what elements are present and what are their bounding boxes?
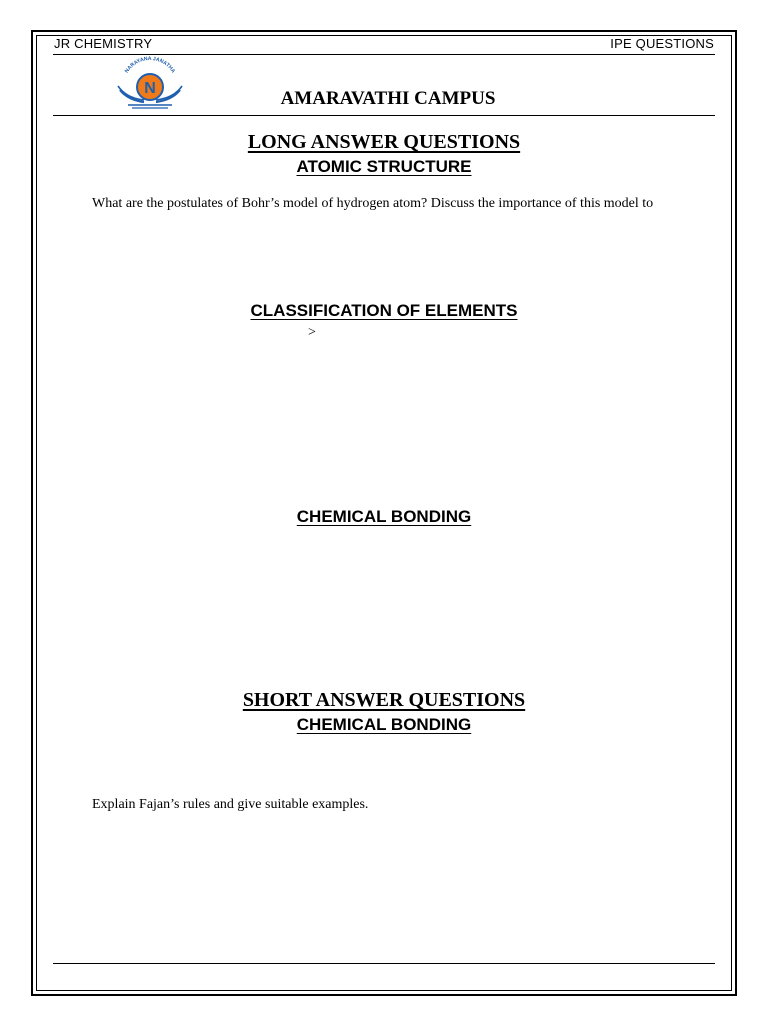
campus-name: AMARAVATHI CAMPUS <box>280 88 496 109</box>
short-chemical-bonding-heading: CHEMICAL BONDING <box>296 715 472 734</box>
header-category: IPE QUESTIONS <box>610 36 714 51</box>
atomic-structure-heading: ATOMIC STRUCTURE <box>296 157 472 176</box>
question-text: What are the postulates of Bohr’s model of hydrogen atom? Discuss the importance of this model to <box>92 196 654 211</box>
long-answer-title: LONG ANSWER QUESTIONS <box>247 131 521 153</box>
header-subject: JR CHEMISTRY <box>54 36 153 51</box>
classification-heading: CLASSIFICATION OF ELEMENTS <box>250 301 518 320</box>
question-text: Explain Fajan’s rules and give suitable examples. <box>92 797 369 812</box>
campus-rule <box>53 115 715 116</box>
short-answer-title: SHORT ANSWER QUESTIONS <box>242 689 526 711</box>
logo-letter: N <box>144 80 156 97</box>
chemical-bonding-heading: CHEMICAL BONDING <box>296 507 472 526</box>
svg-text:NARAYANA JANATHA <box>124 56 176 74</box>
header-rule <box>53 54 715 55</box>
classification-marker: > <box>308 325 316 340</box>
logo-arc-text: NARAYANA JANATHA <box>123 56 177 75</box>
footer-rule <box>53 963 715 964</box>
